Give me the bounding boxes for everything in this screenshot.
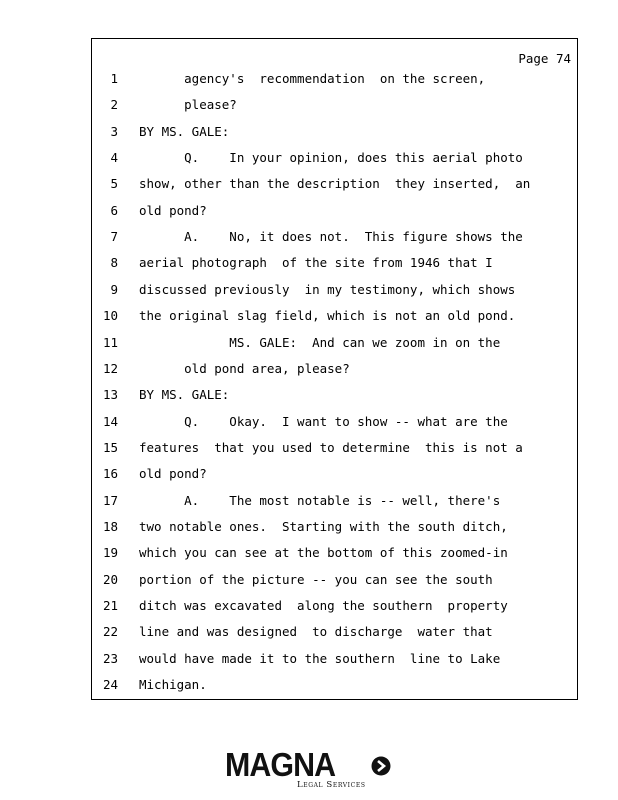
transcript-line bbox=[92, 519, 579, 539]
line-text: BY MS. GALE: bbox=[139, 387, 230, 403]
line-text: old pond? bbox=[139, 466, 207, 482]
line-text: old pond area, please? bbox=[139, 360, 350, 376]
logo-subtitle: Legal Services bbox=[297, 780, 366, 790]
transcript-line bbox=[92, 308, 579, 328]
transcript-line bbox=[92, 572, 579, 592]
line-number: 21 bbox=[102, 598, 118, 613]
line-text: discussed previously in my testimony, which shows bbox=[139, 281, 516, 297]
transcript-line bbox=[92, 466, 579, 486]
line-text: which you can see at the bottom of this zoomed-in bbox=[139, 545, 508, 561]
line-number: 8 bbox=[110, 255, 118, 271]
line-text: line and was designed to discharge water that bbox=[139, 624, 493, 640]
line-number: 22 bbox=[102, 624, 118, 640]
transcript-line bbox=[92, 414, 579, 434]
transcript-line bbox=[92, 71, 579, 91]
line-number: 10 bbox=[102, 308, 118, 324]
line-number: 2 bbox=[110, 97, 118, 113]
line-text: please? bbox=[139, 97, 237, 113]
logo-wordmark: MAGNA bbox=[225, 746, 336, 783]
transcript-line bbox=[92, 677, 579, 697]
transcript-line bbox=[92, 440, 579, 460]
line-number: 12 bbox=[102, 360, 118, 376]
transcript-line bbox=[92, 598, 579, 618]
line-number: 18 bbox=[102, 518, 118, 534]
transcript-line bbox=[92, 335, 579, 355]
line-text: two notable ones. Starting with the south ditch, bbox=[139, 518, 508, 534]
line-text: the original slag field, which is not an old pond. bbox=[139, 308, 516, 324]
magna-logo bbox=[225, 748, 395, 794]
line-text: ditch was excavated along the southern property bbox=[139, 598, 508, 613]
line-number: 14 bbox=[102, 413, 118, 429]
line-text: portion of the picture -- you can see the south bbox=[139, 571, 493, 587]
line-text: A. The most notable is -- well, there's bbox=[139, 492, 501, 508]
line-text: BY MS. GALE: bbox=[139, 123, 230, 139]
transcript-line bbox=[92, 545, 579, 565]
line-number: 17 bbox=[102, 492, 118, 508]
transcript-line bbox=[92, 124, 579, 144]
line-text: A. No, it does not. This figure shows the bbox=[139, 229, 523, 245]
line-text: show, other than the description they inserted, an bbox=[139, 176, 531, 192]
line-number: 9 bbox=[110, 281, 118, 297]
line-number: 23 bbox=[102, 650, 118, 666]
transcript-line bbox=[92, 282, 579, 302]
line-number: 5 bbox=[110, 176, 118, 192]
line-text: agency's recommendation on the screen, bbox=[139, 71, 486, 86]
line-number: 4 bbox=[110, 150, 118, 166]
line-text: aerial photograph of the site from 1946 that I bbox=[139, 255, 493, 271]
transcript-line bbox=[92, 361, 579, 381]
line-number: 16 bbox=[102, 466, 118, 482]
line-text: MS. GALE: And can we zoom in on the bbox=[139, 334, 501, 350]
transcript-line bbox=[92, 203, 579, 223]
line-text: features that you used to determine this is not a bbox=[139, 439, 523, 455]
transcript-line bbox=[92, 651, 579, 671]
transcript-line bbox=[92, 150, 579, 170]
line-number: 11 bbox=[102, 334, 118, 350]
line-number: 20 bbox=[102, 571, 118, 587]
line-number: 7 bbox=[110, 229, 118, 245]
transcript-page bbox=[91, 38, 578, 700]
line-text: would have made it to the southern line to Lake bbox=[139, 650, 501, 666]
line-number: 15 bbox=[102, 439, 118, 455]
line-text: Michigan. bbox=[139, 677, 207, 693]
transcript-line bbox=[92, 97, 579, 117]
transcript-line bbox=[92, 387, 579, 407]
line-number: 6 bbox=[110, 202, 118, 218]
line-number: 13 bbox=[102, 387, 118, 403]
transcript-line bbox=[92, 176, 579, 196]
arrow-icon bbox=[371, 756, 391, 776]
line-number: 3 bbox=[110, 123, 118, 139]
line-text: Q. Okay. I want to show -- what are the bbox=[139, 413, 508, 429]
line-text: old pond? bbox=[139, 202, 207, 218]
line-text: Q. In your opinion, does this aerial photo bbox=[139, 150, 523, 166]
line-number: 24 bbox=[102, 677, 118, 693]
line-number: 1 bbox=[110, 71, 118, 86]
transcript-line bbox=[92, 229, 579, 249]
transcript-line bbox=[92, 255, 579, 275]
transcript-line bbox=[92, 493, 579, 513]
line-number: 19 bbox=[102, 545, 118, 561]
page-number: Page 74 bbox=[518, 51, 571, 66]
transcript-line bbox=[92, 624, 579, 644]
